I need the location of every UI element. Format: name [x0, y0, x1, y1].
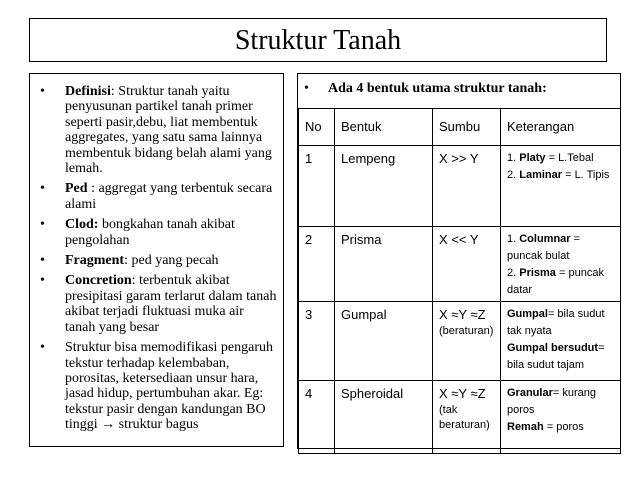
- cell-keterangan: [501, 302, 621, 381]
- header-bentuk: Bentuk: [335, 109, 433, 146]
- bullet-icon: •: [40, 340, 45, 356]
- list-item-concretion: [38, 273, 277, 335]
- keterangan-line: 2. Laminar = L. Tipis: [507, 169, 610, 181]
- table-heading: [304, 81, 547, 97]
- bullet-icon: •: [40, 181, 45, 197]
- cell-no: 1: [299, 146, 335, 227]
- cell-bentuk: Gumpal: [335, 302, 433, 381]
- title-box: [29, 18, 607, 62]
- term-text: Struktur bisa memodifikasi pengaruh tekstur terhadap kelembaban, porositas, ketersediaan unsur hara, jasad hidup, pertumbuhan akar. Eg: tekstur pasir dengan kandungan BO tinggi: [65, 340, 274, 433]
- table-row: [299, 146, 621, 227]
- list-item-fragment: [38, 253, 277, 268]
- term-text: bongkahan tanah akibat pengolahan: [65, 217, 235, 248]
- term-text: : aggregat yang terbentuk secara alami: [65, 181, 273, 212]
- bullet-icon: •: [40, 253, 45, 269]
- bullet-icon: •: [304, 81, 309, 96]
- term-text-tail: struktur bagus: [115, 417, 199, 433]
- keterangan-line: Gumpal bersudut= bila sudut tajam: [507, 342, 605, 371]
- table-heading-text: Ada 4 bentuk utama struktur tanah:: [328, 81, 547, 96]
- cell-bentuk: Lempeng: [335, 146, 433, 227]
- header-sumbu: Sumbu: [433, 109, 501, 146]
- table-header-row: [299, 109, 621, 146]
- keterangan-line: 1. Platy = L.Tebal: [507, 152, 594, 164]
- structure-table-panel: [297, 73, 621, 449]
- cell-no: 4: [299, 381, 335, 454]
- cell-sumbu: [433, 227, 501, 302]
- sumbu-value: X ≈Y ≈Z: [439, 307, 486, 322]
- bullet-icon: •: [40, 84, 45, 99]
- sumbu-value: X ≈Y ≈Z: [439, 386, 486, 401]
- bullet-icon: •: [40, 217, 45, 233]
- structure-table: [298, 108, 621, 454]
- term: Concretion: [65, 273, 132, 289]
- cell-keterangan: [501, 381, 621, 454]
- table-row: [299, 302, 621, 381]
- cell-no: 3: [299, 302, 335, 381]
- table-row: [299, 381, 621, 454]
- cell-keterangan: [501, 146, 621, 227]
- term: Definisi: [65, 84, 111, 99]
- term-text: : terbentuk akibat presipitasi garam terlarut dalam tanah akibat terjadi fluktuasi muka air tanah yang besar: [65, 273, 277, 335]
- cell-sumbu: [433, 302, 501, 381]
- cell-sumbu: [433, 146, 501, 227]
- keterangan-line: 2. Prisma = puncak datar: [507, 267, 604, 296]
- keterangan-line: Gumpal= bila sudut tak nyata: [507, 308, 605, 337]
- keterangan-line: Granular= kurang poros: [507, 387, 596, 416]
- cell-bentuk: Spheroidal: [335, 381, 433, 454]
- definitions-list: [38, 84, 277, 433]
- definitions-panel: [29, 73, 284, 447]
- term-text: : Struktur tanah yaitu penyusunan partikel tanah primer seperti pasir,debu, liat membentuk aggregates, yang satu sama lainnya membentuk bidang belah alami yang lemah.: [65, 84, 272, 177]
- page-title: Struktur Tanah: [234, 25, 402, 56]
- list-item-definisi: [38, 84, 277, 176]
- cell-sumbu: [433, 381, 501, 454]
- term-text: : ped yang pecah: [124, 253, 219, 269]
- list-item-clod: [38, 217, 277, 248]
- arrow-right-icon: →: [101, 417, 116, 433]
- list-item-ped: [38, 181, 277, 212]
- cell-bentuk: Prisma: [335, 227, 433, 302]
- sumbu-value: X << Y: [439, 232, 479, 247]
- sumbu-note: (beraturan): [439, 325, 494, 337]
- sumbu-note: (tak beraturan): [439, 404, 490, 431]
- list-item-struktur: [38, 340, 277, 432]
- bullet-icon: •: [40, 273, 45, 289]
- term: Clod:: [65, 217, 99, 233]
- term: Fragment: [65, 253, 125, 269]
- sumbu-value: X >> Y: [439, 151, 479, 166]
- keterangan-line: Remah = poros: [507, 421, 584, 433]
- header-no: No: [299, 109, 335, 146]
- term: Ped: [65, 181, 88, 197]
- table-row: [299, 227, 621, 302]
- header-keterangan: Keterangan: [501, 109, 621, 146]
- cell-no: 2: [299, 227, 335, 302]
- keterangan-line: 1. Columnar = puncak bulat: [507, 233, 581, 262]
- cell-keterangan: [501, 227, 621, 302]
